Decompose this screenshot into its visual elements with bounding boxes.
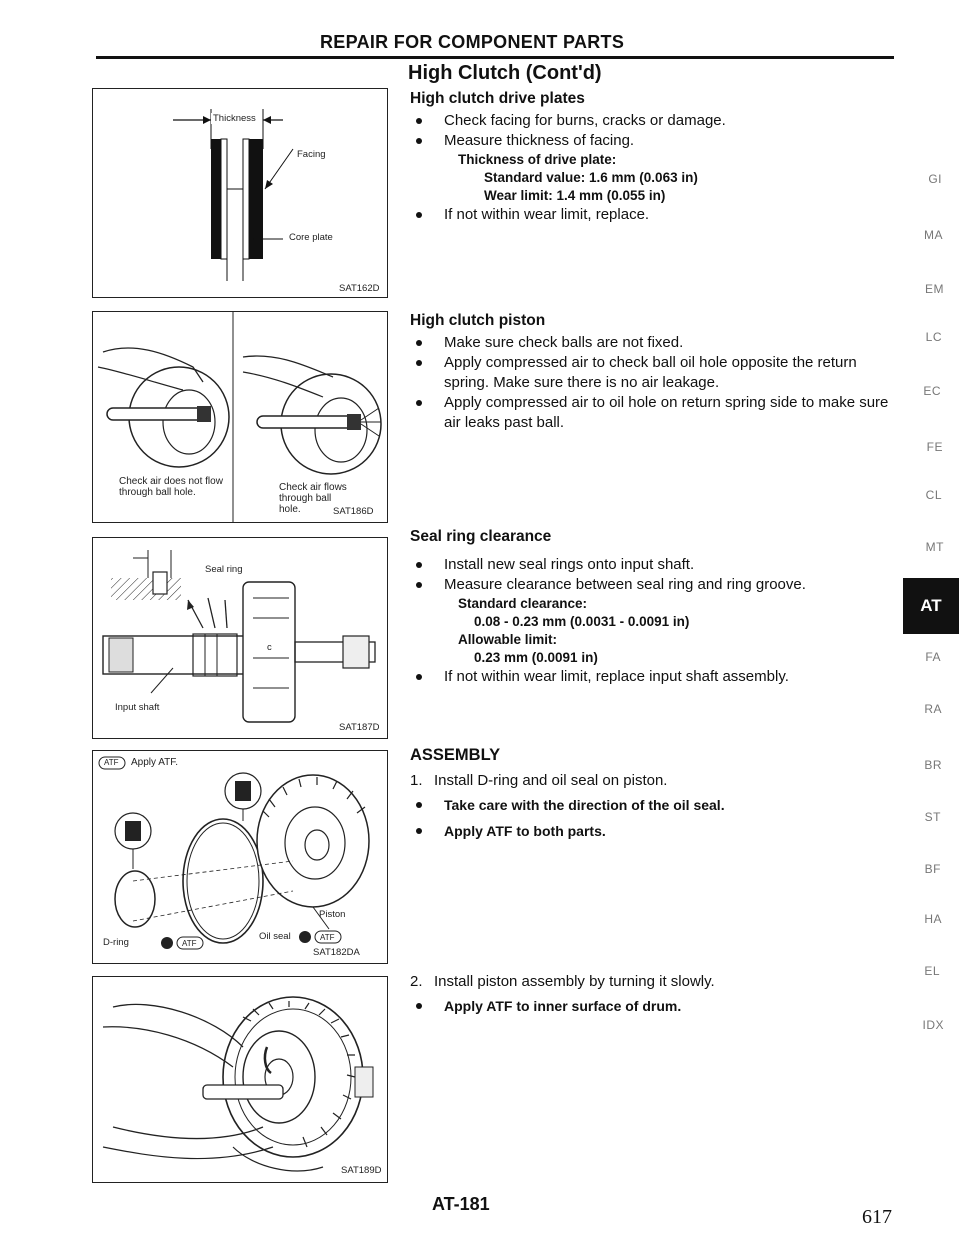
side-tab-mt[interactable]: MT [925,540,944,554]
piston-heading: High clutch piston [410,312,546,329]
side-tab-st[interactable]: ST [924,810,941,824]
assembly-heading: ASSEMBLY [410,746,501,764]
seal-ring-text [410,555,890,687]
list-item: Apply compressed air to check ball oil hole opposite the return spring. Make sure there is no air leakage. [410,353,896,393]
side-tab-br[interactable]: BR [924,758,942,772]
list-item: Measure clearance between seal ring and ring groove. [410,575,890,595]
side-tab-em[interactable]: EM [925,282,944,296]
step-1 [410,771,890,791]
piston-text [410,333,896,433]
page-number: 617 [862,1206,892,1228]
seal-ring-label: Seal ring [205,564,243,575]
piston-seal-diagram [93,751,387,963]
side-tab-at-active[interactable]: AT [903,578,959,634]
side-tab-fe[interactable]: FE [926,440,943,454]
figure-install-piston [92,976,388,1183]
list-item: If not within wear limit, replace. [410,205,890,225]
drive-plates-heading: High clutch drive plates [410,90,585,107]
facing-label: Facing [297,149,326,160]
side-tab-bf[interactable]: BF [924,862,941,876]
core-plate-label: Core plate [289,232,333,243]
list-item: Take care with the direction of the oil seal. [410,795,890,815]
side-tab-cl[interactable]: CL [925,488,942,502]
side-tab-ha[interactable]: HA [924,912,942,926]
section-title: High Clutch (Cont'd) [408,62,602,84]
list-item: Check facing for burns, cracks or damage. [410,111,890,131]
list-item: Apply compressed air to oil hole on return spring side to make sure air leaks past ball. [410,393,896,433]
side-tab-idx[interactable]: IDX [922,1018,944,1032]
step-text: Install D-ring and oil seal on piston. [434,772,668,789]
atf-symbol-label: ATF [104,758,119,767]
figure-code: SAT162D [339,283,380,294]
spec-wear-limit: Wear limit: 1.4 mm (0.055 in) [484,188,666,203]
side-tab-el[interactable]: EL [924,964,940,978]
clearance-c-label: c [267,642,272,653]
apply-atf-note: Apply ATF. [131,757,179,768]
list-item: Make sure check balls are not fixed. [410,333,896,353]
spec-title: Thickness of drive plate: [458,152,617,167]
drive-plates-text [410,111,890,225]
list-item: Apply ATF to inner surface of drum. [410,996,890,1016]
figure-code: SAT186D [333,506,374,517]
thickness-label: Thickness [213,113,256,124]
piston-label: Piston [319,909,346,920]
list-item: Measure thickness of facing. [410,131,890,151]
step-number: 1. [410,772,423,789]
allowable-limit-value: 0.23 mm (0.0091 in) [474,650,598,665]
step-number: 2. [410,973,423,990]
figure-code: SAT189D [341,1165,382,1176]
side-tab-fa[interactable]: FA [925,650,941,664]
seal-ring-heading: Seal ring clearance [410,528,552,545]
figure-code: SAT187D [339,722,380,733]
figure-drive-plate [92,88,388,298]
list-item: Install new seal rings onto input shaft. [410,555,890,575]
side-tab-ra[interactable]: RA [924,702,942,716]
side-tab-ec[interactable]: EC [923,384,941,398]
assembly-step1 [410,771,890,841]
atf-symbol-label: ATF [320,933,335,942]
figure-code: SAT182DA [313,947,360,958]
side-tab-lc[interactable]: LC [925,330,942,344]
install-piston-illustration [93,977,387,1182]
oil-seal-label: Oil seal [259,931,291,942]
spec-standard: Standard value: 1.6 mm (0.063 in) [484,170,698,185]
check-flow-caption: Check air flows through ball hole. [279,482,347,515]
list-item: Apply ATF to both parts. [410,821,890,841]
step-text: Install piston assembly by turning it slowly. [434,973,715,990]
side-tab-gi[interactable]: GI [928,172,942,186]
atf-symbol-label: ATF [182,939,197,948]
page-header-title: REPAIR FOR COMPONENT PARTS [320,32,625,52]
figure-piston-check [92,311,388,523]
standard-clearance-title: Standard clearance: [458,596,588,611]
assembly-step2 [410,972,890,1016]
side-tab-ma[interactable]: MA [924,228,943,242]
header-rule [96,56,894,59]
allowable-limit-title: Allowable limit: [458,632,558,647]
page-id: AT-181 [432,1194,490,1214]
figure-seal-ring [92,537,388,739]
standard-clearance-value: 0.08 - 0.23 mm (0.0031 - 0.0091 in) [474,614,690,629]
list-item: If not within wear limit, replace input shaft assembly. [410,667,890,687]
d-ring-label: D-ring [103,937,129,948]
figure-d-ring-oil-seal [92,750,388,964]
step-2 [410,972,890,992]
input-shaft-label: Input shaft [115,702,160,713]
check-not-flow-caption: Check air does not flow through ball hole. [119,476,223,498]
